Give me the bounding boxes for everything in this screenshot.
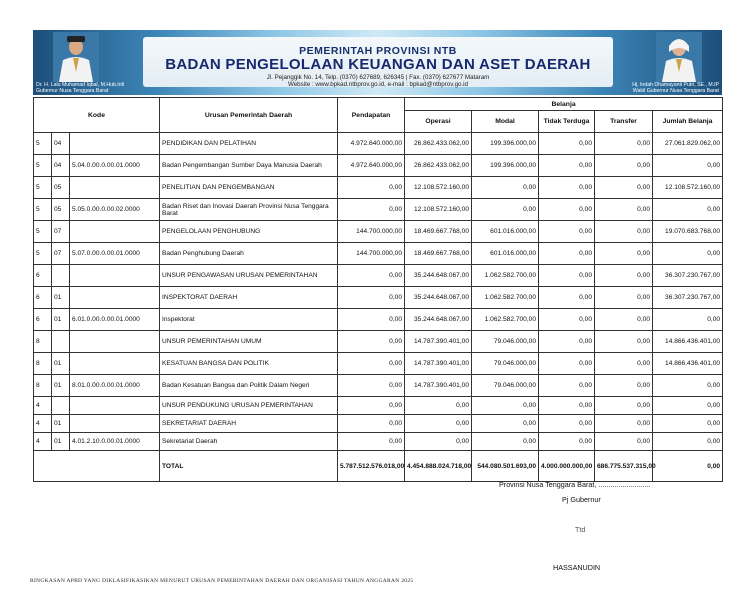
modal-value: 0,00 (472, 433, 539, 451)
operasi-value: 14.787.390.401,00 (405, 375, 472, 397)
tidak-terduga-value: 0,00 (539, 243, 595, 265)
operasi-value: 35.244.648.067,00 (405, 287, 472, 309)
tidak-terduga-value: 0,00 (539, 133, 595, 155)
vice-governor-portrait (656, 32, 702, 82)
urusan-name: Badan Penghubung Daerah (160, 243, 338, 265)
transfer-value: 0,00 (595, 353, 653, 375)
transfer-value: 0,00 (595, 243, 653, 265)
table-row (34, 133, 723, 155)
jumlah-value: 14.866.436.401,00 (653, 353, 723, 375)
modal-value: 1.062.582.700,00 (472, 287, 539, 309)
code-2 (52, 331, 70, 353)
pendapatan-value: 0,00 (338, 353, 405, 375)
tidak-terduga-value: 0,00 (539, 221, 595, 243)
transfer-value: 0,00 (595, 433, 653, 451)
pendapatan-value: 0,00 (338, 415, 405, 433)
table-row (34, 199, 723, 221)
pendapatan-value: 4.972.640.000,00 (338, 133, 405, 155)
pendapatan-value: 0,00 (338, 375, 405, 397)
modal-value: 199.396.000,00 (472, 155, 539, 177)
jumlah-value: 0,00 (653, 155, 723, 177)
code-1: 4 (34, 433, 52, 451)
urusan-name: Badan Riset dan Inovasi Daerah Provinsi Nusa Tenggara Barat (160, 199, 338, 221)
code-3 (70, 415, 160, 433)
total-row (34, 451, 723, 482)
code-3: 6.01.0.00.0.00.01.0000 (70, 309, 160, 331)
urusan-name: KESATUAN BANGSA DAN POLITIK (160, 353, 338, 375)
transfer-value: 0,00 (595, 397, 653, 415)
left-official-caption: Dr. H. Lalu Muhamad Iqbal, M.Hub.Intl Gubernur Nusa Tenggara Barat (36, 82, 125, 94)
total-operasi: 4.454.888.024.718,00 (405, 451, 472, 482)
pendapatan-value: 0,00 (338, 309, 405, 331)
modal-value: 79.046.000,00 (472, 353, 539, 375)
urusan-name: Sekretariat Daerah (160, 433, 338, 451)
code-2: 07 (52, 221, 70, 243)
jumlah-value: 19.070.683.768,00 (653, 221, 723, 243)
jumlah-value: 12.108.572.160,00 (653, 177, 723, 199)
header-modal: Modal (472, 111, 539, 133)
code-3: 5.04.0.00.0.00.01.0000 (70, 155, 160, 177)
urusan-name: INSPEKTORAT DAERAH (160, 287, 338, 309)
pendapatan-value: 0,00 (338, 199, 405, 221)
code-1: 6 (34, 287, 52, 309)
code-1: 5 (34, 133, 52, 155)
code-1: 6 (34, 265, 52, 287)
urusan-name: Badan Kesatuan Bangsa dan Politik Dalam Negeri (160, 375, 338, 397)
urusan-name: SEKRETARIAT DAERAH (160, 415, 338, 433)
operasi-value: 26.862.433.062,00 (405, 155, 472, 177)
pendapatan-value: 0,00 (338, 177, 405, 199)
table-row (34, 309, 723, 331)
tidak-terduga-value: 0,00 (539, 309, 595, 331)
apbd-table (33, 97, 723, 482)
code-3 (70, 331, 160, 353)
table-row (34, 353, 723, 375)
operasi-value: 0,00 (405, 397, 472, 415)
operasi-value: 0,00 (405, 415, 472, 433)
table-row (34, 155, 723, 177)
header-jumlah-belanja: Jumlah Belanja (653, 111, 723, 133)
table-row (34, 415, 723, 433)
code-3: 5.05.0.00.0.00.02.0000 (70, 199, 160, 221)
code-1: 5 (34, 243, 52, 265)
total-transfer: 686.775.537.315,00 (595, 451, 653, 482)
tidak-terduga-value: 0,00 (539, 331, 595, 353)
code-1: 6 (34, 309, 52, 331)
modal-value: 0,00 (472, 177, 539, 199)
pendapatan-value: 0,00 (338, 265, 405, 287)
code-3: 4.01.2.10.0.00.01.0000 (70, 433, 160, 451)
header-title-1: PEMERINTAH PROVINSI NTB (299, 45, 457, 57)
urusan-name: PENELITIAN DAN PENGEMBANGAN (160, 177, 338, 199)
table-row (34, 397, 723, 415)
header-urusan: Urusan Pemerintah Daerah (160, 98, 338, 133)
tidak-terduga-value: 0,00 (539, 415, 595, 433)
urusan-name: Badan Pengembangan Sumber Daya Manusia Daerah (160, 155, 338, 177)
signature-ttd: Ttd (575, 525, 586, 534)
modal-value: 601.016.000,00 (472, 221, 539, 243)
code-1: 5 (34, 155, 52, 177)
code-1: 5 (34, 221, 52, 243)
header-operasi: Operasi (405, 111, 472, 133)
table-row (34, 265, 723, 287)
modal-value: 0,00 (472, 397, 539, 415)
jumlah-value: 0,00 (653, 243, 723, 265)
modal-value: 79.046.000,00 (472, 375, 539, 397)
document-footer: RINGKASAN APBD YANG DIKLASIFIKASIKAN MENURUT URUSAN PEMERINTAHAN DAERAH DAN ORGANISASI TAHUN ANGGARAN 2025 (30, 578, 414, 584)
code-2: 05 (52, 177, 70, 199)
code-3: 5.07.0.00.0.00.01.0000 (70, 243, 160, 265)
code-1: 8 (34, 331, 52, 353)
operasi-value: 0,00 (405, 433, 472, 451)
code-3 (70, 221, 160, 243)
governor-portrait (53, 32, 99, 82)
code-3 (70, 287, 160, 309)
header-address: Jl. Pejanggik No. 14, Telp. (0370) 627689, 626345 | Fax. (0370) 627677 Mataram Website : www.bpkad.ntbprov.go.id, e-mail : bpkad@ntbprov.go.id (266, 74, 490, 88)
header-tidak-terduga: Tidak Terduga (539, 111, 595, 133)
code-2: 04 (52, 155, 70, 177)
pendapatan-value: 144.700.000,00 (338, 243, 405, 265)
jumlah-value: 36.307.230.767,00 (653, 287, 723, 309)
jumlah-value: 27.061.829.062,00 (653, 133, 723, 155)
code-3 (70, 133, 160, 155)
header-title-2: BADAN PENGELOLAAN KEUANGAN DAN ASET DAERAH (165, 56, 591, 73)
code-1: 8 (34, 375, 52, 397)
tidak-terduga-value: 0,00 (539, 155, 595, 177)
operasi-value: 12.108.572.160,00 (405, 199, 472, 221)
transfer-value: 0,00 (595, 177, 653, 199)
header-transfer: Transfer (595, 111, 653, 133)
transfer-value: 0,00 (595, 155, 653, 177)
header-banner (33, 30, 722, 95)
code-3 (70, 353, 160, 375)
tidak-terduga-value: 0,00 (539, 199, 595, 221)
modal-value: 0,00 (472, 199, 539, 221)
transfer-value: 0,00 (595, 415, 653, 433)
urusan-name: UNSUR PEMERINTAHAN UMUM (160, 331, 338, 353)
jumlah-value: 0,00 (653, 199, 723, 221)
table-row (34, 243, 723, 265)
pendapatan-value: 4.972.640.000,00 (338, 155, 405, 177)
table-row (34, 433, 723, 451)
header-plate (143, 37, 613, 87)
table-row (34, 221, 723, 243)
modal-value: 1.062.582.700,00 (472, 309, 539, 331)
modal-value: 601.016.000,00 (472, 243, 539, 265)
code-2 (52, 397, 70, 415)
transfer-value: 0,00 (595, 287, 653, 309)
code-2: 07 (52, 243, 70, 265)
urusan-name: UNSUR PENDUKUNG URUSAN PEMERINTAHAN (160, 397, 338, 415)
code-1: 8 (34, 353, 52, 375)
operasi-value: 12.108.572.160,00 (405, 177, 472, 199)
transfer-value: 0,00 (595, 199, 653, 221)
transfer-value: 0,00 (595, 331, 653, 353)
code-1: 5 (34, 177, 52, 199)
jumlah-value: 0,00 (653, 415, 723, 433)
tidak-terduga-value: 0,00 (539, 397, 595, 415)
code-2: 01 (52, 433, 70, 451)
tidak-terduga-value: 0,00 (539, 375, 595, 397)
tidak-terduga-value: 0,00 (539, 265, 595, 287)
transfer-value: 0,00 (595, 133, 653, 155)
urusan-name: PENDIDIKAN DAN PELATIHAN (160, 133, 338, 155)
signature-role: Pj Gubernur (562, 495, 601, 504)
code-2: 04 (52, 133, 70, 155)
code-1: 4 (34, 415, 52, 433)
code-3: 8.01.0.00.0.00.01.0000 (70, 375, 160, 397)
urusan-name: UNSUR PENGAWASAN URUSAN PEMERINTAHAN (160, 265, 338, 287)
pendapatan-value: 0,00 (338, 433, 405, 451)
total-modal: 544.080.501.693,00 (472, 451, 539, 482)
pendapatan-value: 0,00 (338, 331, 405, 353)
pendapatan-value: 0,00 (338, 287, 405, 309)
total-code-cell (34, 451, 160, 482)
code-2: 01 (52, 309, 70, 331)
table-row (34, 331, 723, 353)
urusan-name: Inspektorat (160, 309, 338, 331)
right-official-caption: Hj. Indah Dhamayanti Putri, SE., M.IP Wakil Gubernur Nusa Tenggara Barat (632, 82, 719, 94)
header-kode: Kode (34, 98, 160, 133)
jumlah-value: 0,00 (653, 433, 723, 451)
operasi-value: 14.787.390.401,00 (405, 331, 472, 353)
modal-value: 79.046.000,00 (472, 331, 539, 353)
signature-place-date: Provinsi Nusa Tenggara Barat, .......................... (499, 480, 651, 489)
total-jumlah: 0,00 (653, 451, 723, 482)
jumlah-value: 14.866.436.401,00 (653, 331, 723, 353)
code-2: 01 (52, 353, 70, 375)
code-3 (70, 265, 160, 287)
modal-value: 0,00 (472, 415, 539, 433)
modal-value: 199.396.000,00 (472, 133, 539, 155)
table-row (34, 287, 723, 309)
total-pendapatan: 5.787.512.576.018,00 (338, 451, 405, 482)
operasi-value: 18.469.667.768,00 (405, 243, 472, 265)
tidak-terduga-value: 0,00 (539, 353, 595, 375)
code-2 (52, 265, 70, 287)
table-row (34, 375, 723, 397)
signature-name: HASSANUDIN (553, 563, 601, 572)
code-3 (70, 177, 160, 199)
transfer-value: 0,00 (595, 221, 653, 243)
transfer-value: 0,00 (595, 309, 653, 331)
operasi-value: 35.244.648.067,00 (405, 265, 472, 287)
tidak-terduga-value: 0,00 (539, 177, 595, 199)
pendapatan-value: 144.700.000,00 (338, 221, 405, 243)
total-label: TOTAL (160, 451, 338, 482)
tidak-terduga-value: 0,00 (539, 433, 595, 451)
jumlah-value: 0,00 (653, 309, 723, 331)
jumlah-value: 36.307.230.767,00 (653, 265, 723, 287)
jumlah-value: 0,00 (653, 397, 723, 415)
code-2: 05 (52, 199, 70, 221)
urusan-name: PENGELOLAAN PENGHUBUNG (160, 221, 338, 243)
operasi-value: 35.244.648.067,00 (405, 309, 472, 331)
jumlah-value: 0,00 (653, 375, 723, 397)
operasi-value: 26.862.433.062,00 (405, 133, 472, 155)
transfer-value: 0,00 (595, 265, 653, 287)
code-2: 01 (52, 415, 70, 433)
header-pendapatan: Pendapatan (338, 98, 405, 133)
pendapatan-value: 0,00 (338, 397, 405, 415)
header-belanja: Belanja (405, 98, 723, 111)
code-2: 01 (52, 287, 70, 309)
operasi-value: 14.787.390.401,00 (405, 353, 472, 375)
modal-value: 1.062.582.700,00 (472, 265, 539, 287)
code-1: 4 (34, 397, 52, 415)
code-1: 5 (34, 199, 52, 221)
total-tidak-terduga: 4.000.000.000,00 (539, 451, 595, 482)
code-3 (70, 397, 160, 415)
tidak-terduga-value: 0,00 (539, 287, 595, 309)
code-2: 01 (52, 375, 70, 397)
transfer-value: 0,00 (595, 375, 653, 397)
operasi-value: 18.469.667.768,00 (405, 221, 472, 243)
table-row (34, 177, 723, 199)
